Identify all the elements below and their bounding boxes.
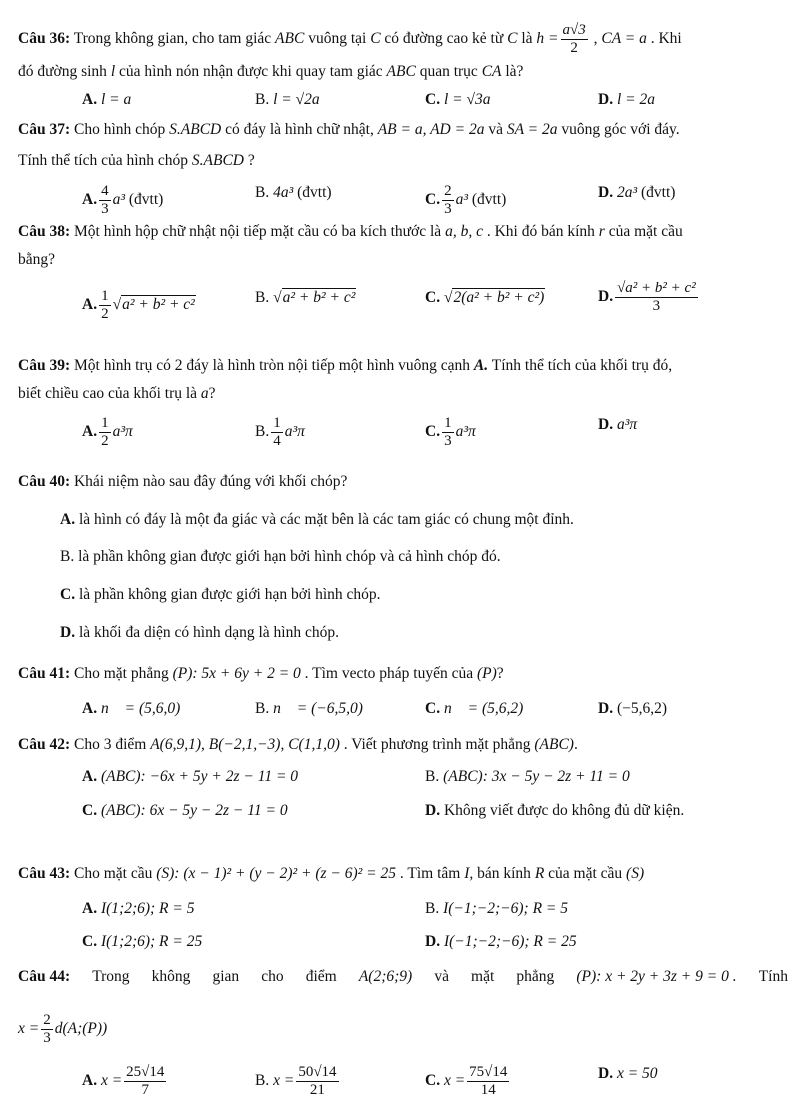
question-38-stem-line-2 <box>18 250 790 270</box>
option-text: I(1;2;6); R = 5 <box>100 900 195 917</box>
option-text: Không viết được do không đủ dữ kiện. <box>440 802 685 819</box>
math-text: AB = a, AD = 2a <box>377 121 485 138</box>
option-a[interactable] <box>60 510 574 530</box>
question-label: Câu 44: <box>18 968 71 985</box>
question-label: Câu 37: <box>18 121 71 138</box>
option-text: x = <box>443 1072 466 1090</box>
stem-text: Tính <box>758 968 788 985</box>
option-unit: (đvtt) <box>637 184 676 201</box>
stem-text: bằng? <box>18 251 56 268</box>
math-text: (ABC) <box>534 736 574 753</box>
option-a[interactable] <box>82 183 163 218</box>
question-36-stem-line-1 <box>18 22 790 57</box>
option-text: a³π <box>616 416 638 433</box>
option-text: (ABC): −6x + 5y + 2z − 11 = 0 <box>100 768 299 785</box>
stem-text: mặt <box>471 968 495 985</box>
fraction: $\frac{a√3}{2}$ <box>562 22 586 56</box>
option-b[interactable] <box>255 699 363 719</box>
stem-text: bán kính <box>473 865 535 882</box>
math-text: SA = 2a <box>506 121 558 138</box>
option-text: a³π <box>284 423 305 441</box>
stem-text: . <box>573 736 578 753</box>
math-text: A(6,9,1), B(−2,1,−3), C(1,1,0) <box>150 736 340 753</box>
stem-text: là? <box>501 63 524 80</box>
option-label: B. <box>255 91 270 108</box>
option-b[interactable] <box>255 183 332 203</box>
option-d[interactable] <box>425 932 577 952</box>
stem-text: là <box>517 30 537 48</box>
option-c[interactable] <box>425 288 545 308</box>
option-label: C. <box>425 700 441 717</box>
square-root: √2(a² + b² + c²) <box>443 289 545 306</box>
math-text: (P): x + 2y + 3z + 9 = 0 . <box>576 968 737 985</box>
stem-text: Một hình trụ có 2 đáy là hình tròn nội tiếp một hình vuông cạnh <box>70 357 474 374</box>
question-label: Câu 38: <box>18 223 71 240</box>
option-label: D. <box>598 184 614 201</box>
stem-text: Tính thể tích của khối trụ đó, <box>488 357 673 374</box>
question-41-stem <box>18 664 790 684</box>
option-c[interactable] <box>425 699 523 719</box>
math-text: S.ABCD <box>169 121 222 138</box>
stem-text: vuông tại <box>304 30 371 48</box>
question-39-stem-line-1 <box>18 356 790 376</box>
stem-text: Cho 3 điểm <box>70 736 151 753</box>
math-text: A. <box>473 357 489 374</box>
option-b[interactable] <box>255 288 356 308</box>
stem-text: không <box>151 968 191 985</box>
option-label: B. <box>255 423 270 441</box>
stem-text: có đường cao kẻ từ <box>380 30 508 48</box>
stem-text: . Viết phương trình mặt phẳng <box>339 736 535 753</box>
option-d[interactable] <box>598 699 667 719</box>
math-text: h = <box>536 30 559 48</box>
option-label: D. <box>598 416 614 433</box>
stem-text: biết chiều cao của khối trụ là <box>18 385 201 402</box>
option-text: l = √2a <box>273 91 320 108</box>
question-40-stem <box>18 472 790 492</box>
option-unit: (đvtt) <box>293 184 332 201</box>
math-text: r <box>598 223 605 240</box>
option-a[interactable] <box>82 288 196 323</box>
option-text: I(−1;−2;−6); R = 25 <box>443 933 577 950</box>
stem-text: phẳng <box>516 968 555 985</box>
math-text: d(A;(P)) <box>54 1020 108 1038</box>
option-c[interactable] <box>425 415 476 450</box>
option-label: D. <box>425 802 441 819</box>
question-44-stem-line-1 <box>18 967 788 987</box>
math-text: CA <box>481 63 502 80</box>
option-text: I(1;2;6); R = 25 <box>100 933 203 950</box>
question-42-stem <box>18 735 790 755</box>
option-label: C. <box>82 802 98 819</box>
option-label: D. <box>598 1065 614 1082</box>
math-text: (S): (x − 1)² + (y − 2)² + (z − 6)² = 25 <box>156 865 397 882</box>
option-a[interactable] <box>82 699 180 719</box>
math-text: a, b, c <box>445 223 483 240</box>
stem-text: Cho mặt phẳng <box>70 665 173 682</box>
math-text: ABC <box>386 63 416 80</box>
question-44-stem-line-2 <box>18 1012 790 1047</box>
math-text: (S) <box>626 865 645 882</box>
math-text: C <box>370 30 381 48</box>
question-label: Câu 42: <box>18 736 71 753</box>
option-label: B. <box>425 900 440 917</box>
stem-text: ? <box>496 665 504 682</box>
option-a[interactable] <box>82 1064 168 1099</box>
stem-text: . Tìm tâm <box>396 865 465 882</box>
option-c[interactable] <box>82 932 202 952</box>
stem-text: của mặt cầu <box>604 223 683 240</box>
math-text: x = <box>18 1020 40 1038</box>
option-d[interactable] <box>598 183 675 203</box>
option-b[interactable] <box>255 415 305 450</box>
option-label: D. <box>60 624 76 641</box>
option-text: a³π <box>112 423 133 441</box>
option-label: A. <box>82 91 98 108</box>
option-b[interactable] <box>255 1064 341 1099</box>
stem-text: đó đường sinh <box>18 63 111 80</box>
option-label: C. <box>60 586 76 603</box>
option-label: C. <box>425 91 441 108</box>
option-text: là khối đa diện có hình dạng là hình chóp. <box>75 624 339 641</box>
option-d[interactable] <box>60 623 339 643</box>
option-text: (−5,6,2) <box>616 700 668 717</box>
option-unit: (đvtt) <box>467 191 507 209</box>
option-text: x = <box>100 1072 123 1090</box>
math-text: ABC <box>275 30 305 48</box>
option-d[interactable] <box>598 90 655 110</box>
option-label: A. <box>82 423 98 441</box>
option-d[interactable] <box>598 280 700 315</box>
option-text: x = 50 <box>616 1065 658 1082</box>
option-label: D. <box>598 700 614 717</box>
option-label: A. <box>82 700 98 717</box>
option-label: D. <box>425 933 441 950</box>
option-d[interactable] <box>598 415 637 435</box>
option-c[interactable] <box>425 183 506 218</box>
option-c[interactable] <box>60 585 381 605</box>
stem-text: Trong <box>92 968 130 985</box>
math-text: C <box>507 30 518 48</box>
math-text: I, <box>464 865 474 882</box>
option-text: (ABC): 3x − 5y − 2z + 11 = 0 <box>443 768 630 785</box>
question-38-stem-line-1 <box>18 222 790 242</box>
option-label: C. <box>425 423 441 441</box>
fraction: $\frac{75√14}{14}$ <box>469 1064 508 1098</box>
option-text: n⃗ = (−6,5,0) <box>273 700 363 717</box>
square-root: √a² + b² + c² <box>112 296 195 314</box>
stem-text: , <box>589 30 602 48</box>
stem-text: điểm <box>305 968 337 985</box>
question-36-stem-line-2 <box>18 62 790 82</box>
question-label: Câu 41: <box>18 665 71 682</box>
stem-text: . Tìm vecto pháp tuyến của <box>300 665 477 682</box>
option-label: C. <box>425 1072 441 1090</box>
option-text: n⃗ = (5,6,2) <box>443 700 524 717</box>
option-text: là phần không gian được giới hạn bởi hình chóp. <box>75 586 381 603</box>
option-b[interactable] <box>425 767 630 787</box>
option-label: B. <box>255 700 270 717</box>
square-root: √a² + b² + c² <box>273 289 356 306</box>
stem-text: Tính thể tích của hình chóp <box>18 152 192 169</box>
math-text: (P): 5x + 6y + 2 = 0 <box>172 665 301 682</box>
option-label: B. <box>425 768 440 785</box>
fraction: $\frac{1}{2}$ <box>101 415 109 449</box>
question-label: Câu 40: <box>18 473 71 490</box>
option-text: x = <box>273 1072 295 1090</box>
option-a[interactable] <box>82 415 133 450</box>
option-text: (ABC): 6x − 5y − 2z − 11 = 0 <box>100 802 288 819</box>
math-text: l <box>110 63 116 80</box>
stem-text: cho <box>261 968 284 985</box>
fraction: $\frac{1}{2}$ <box>101 288 109 322</box>
option-label: C. <box>82 933 98 950</box>
fraction: $\frac{1}{4}$ <box>273 415 281 449</box>
option-text: l = 2a <box>616 91 655 108</box>
stem-text: Cho mặt cầu <box>70 865 157 882</box>
option-a[interactable] <box>82 767 298 787</box>
option-c[interactable] <box>82 801 288 821</box>
math-text: CA = a <box>601 30 647 48</box>
math-text: (P) <box>477 665 497 682</box>
stem-text: Trong không gian, cho tam giác <box>70 30 276 48</box>
question-43-stem <box>18 864 790 884</box>
stem-text: . Khi <box>646 30 682 48</box>
option-text: a³ <box>455 191 468 209</box>
option-label: A. <box>60 511 76 528</box>
fraction: $\frac{2}{3}$ <box>444 183 452 217</box>
option-b[interactable] <box>255 90 320 110</box>
option-label: D. <box>598 288 614 306</box>
option-a[interactable] <box>82 90 131 110</box>
option-label: B. <box>255 184 270 201</box>
fraction: $\frac{1}{3}$ <box>444 415 452 449</box>
option-text: 4a³ <box>273 184 294 201</box>
stem-text: quan trục <box>415 63 482 80</box>
stem-text: của mặt cầu <box>544 865 627 882</box>
option-text: là hình có đáy là một đa giác và các mặt bên là các tam giác có chung một đỉnh. <box>75 511 574 528</box>
option-text: l = √3a <box>443 91 491 108</box>
option-text: a³ <box>112 191 125 209</box>
option-label: A. <box>82 768 98 785</box>
option-label: B. <box>60 548 75 565</box>
question-label: Câu 36: <box>18 30 71 48</box>
stem-text: Một hình hộp chữ nhật nội tiếp mặt cầu có ba kích thước là <box>70 223 446 240</box>
stem-text: vuông góc với đáy. <box>557 121 680 138</box>
stem-text: và <box>484 121 507 138</box>
stem-text: của hình nón nhận được khi quay tam giác <box>115 63 387 80</box>
option-label: B. <box>255 1072 270 1090</box>
question-39-stem-line-2 <box>18 384 790 404</box>
math-text: S.ABCD <box>191 152 244 169</box>
option-label: A. <box>82 900 98 917</box>
option-d[interactable] <box>598 1064 658 1084</box>
stem-text: Cho hình chóp <box>70 121 170 138</box>
stem-text: và <box>434 968 449 985</box>
stem-text: Khái niệm nào sau đây đúng với khối chóp? <box>70 473 348 490</box>
stem-text: . Khi đó bán kính <box>482 223 599 240</box>
option-label: C. <box>425 191 441 209</box>
question-37-stem-line-1 <box>18 120 790 140</box>
option-unit: (đvtt) <box>124 191 164 209</box>
question-label: Câu 43: <box>18 865 71 882</box>
option-label: D. <box>598 91 614 108</box>
question-label: Câu 39: <box>18 357 71 374</box>
option-text: I(−1;−2;−6); R = 5 <box>443 900 568 917</box>
math-text: a <box>200 385 209 402</box>
option-text: a³π <box>455 423 476 441</box>
stem-text: ? <box>244 152 255 169</box>
fraction: $\frac{50√14}{21}$ <box>298 1064 337 1098</box>
option-text: 2a³ <box>616 184 638 201</box>
option-text: n⃗ = (5,6,0) <box>100 700 181 717</box>
option-c[interactable] <box>425 90 490 110</box>
fraction: $\frac{25√14}{7}$ <box>126 1064 165 1098</box>
stem-text: có đáy là hình chữ nhật, <box>221 121 378 138</box>
option-label: A. <box>82 1072 98 1090</box>
option-c[interactable] <box>425 1064 511 1099</box>
option-text: l = a <box>100 91 132 108</box>
option-label: B. <box>255 289 270 306</box>
option-b[interactable] <box>60 547 501 567</box>
math-text: R <box>534 865 545 882</box>
math-text: A(2;6;9) <box>358 968 413 985</box>
option-label: C. <box>425 289 441 306</box>
fraction: $\frac{2}{3}$ <box>43 1012 51 1046</box>
option-b[interactable] <box>425 899 568 919</box>
stem-text: gian <box>212 968 240 985</box>
stem-text: ? <box>208 385 216 402</box>
option-text: là phần không gian được giới hạn bởi hình chóp và cả hình chóp đó. <box>74 548 501 565</box>
option-label: A. <box>82 191 98 209</box>
fraction: $\frac{\text{√a² + b² + c²}}{3}$ <box>617 280 696 314</box>
question-37-stem-line-2 <box>18 151 790 171</box>
fraction: $\frac{4}{3}$ <box>101 183 109 217</box>
option-label: A. <box>82 296 98 314</box>
option-d[interactable] <box>425 801 684 821</box>
option-a[interactable] <box>82 899 194 919</box>
